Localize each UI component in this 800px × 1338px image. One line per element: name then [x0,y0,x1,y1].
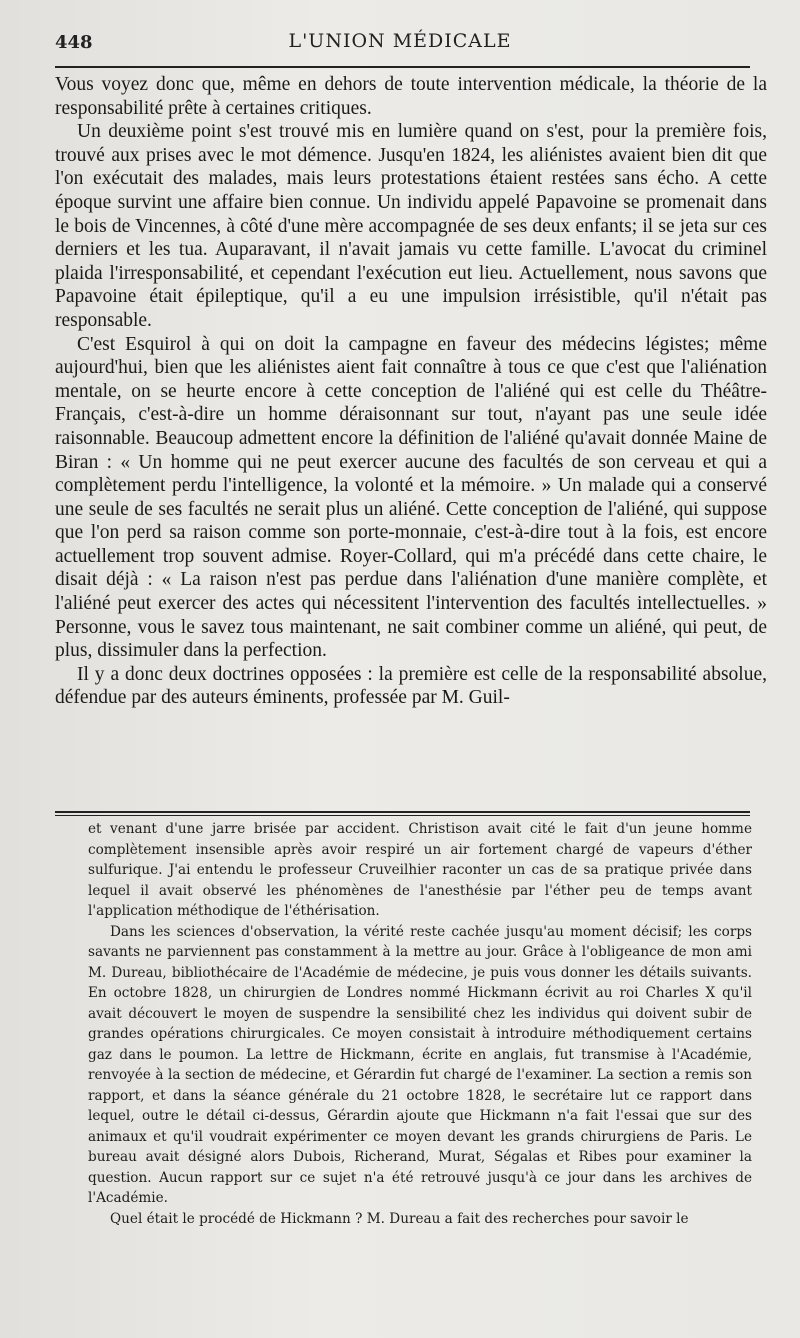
footnote-paragraph-3: Quel était le procédé de Hickmann ? M. Dureau a fait des recherches pour savoir le [110,1210,689,1227]
main-paragraph-2: Un deuxième point s'est trouvé mis en lumière quand on s'est, pour la première fois, trouvé aux prises avec le mot démence. Jusqu'en 1824, les aliénistes avaient bien dit que l'on exécutait des malades, mais leurs protestations étaient restées sans écho. A cette époque survint une affaire bien connue. Un individu appelé Papavoine se promenait dans le bois de Vincennes, à côté d'une mère accompagnée de ses deux enfants; il se jeta sur ces derniers et les tua. Auparavant, il n'avait jamais vu cette famille. L'avocat du criminel plaida l'irresponsabilité, et cependant l'exécution eut lieu. Actuellement, nous savons que Papavoine était épileptique, qu'il a eu une impulsion irrésistible, qu'il n'était pas responsable. [55,121,767,331]
running-title: L'UNION MÉDICALE [288,30,512,52]
main-text [55,73,767,710]
page-number: 448 [55,32,93,53]
main-paragraph-1: Vous voyez donc que, même en dehors de toute intervention médicale, la théorie de la responsabilité prête à certaines critiques. [55,74,767,119]
header-rule [55,66,750,68]
main-paragraph-4: Il y a donc deux doctrines opposées : la première est celle de la responsabilité absolue, défendue par des auteurs éminents, professée par M. Guil- [55,663,767,709]
page-header [55,26,755,62]
main-paragraph-3: C'est Esquirol à qui on doit la campagne en faveur des médecins légistes; même aujourd'hui, bien que les aliénistes aient fait connaître à tous ce que c'est que l'aliénation mentale, on se heurte encore à cette conception de l'aliéné qui est celle du Théâtre-Français, c'est-à-dire un homme déraisonnant sur tout, n'ayant pas une seule idée raisonnable. Beaucoup admettent encore la définition de l'aliéné qu'avait donnée Maine de Biran : « Un homme qui ne peut exercer aucune des facultés de son cerveau et qui a complètement perdu l'intelligence, la volonté et la mémoire. » Un malade qui a conservé une seule de ses facultés ne serait plus un aliéné. Cette conception de l'aliéné, qui suppose que l'on perd sa raison comme son porte-monnaie, c'est-à-dire tout à la fois, est encore actuellement trop souvent admise. Royer-Collard, qui m'a précédé dans cette chaire, le disait déjà : « La raison n'est pas perdue dans l'aliénation d'une manière complète, et l'aliéné peut exercer des actes qui nécessitent l'intervention des facultés intellectuelles. » Personne, vous le savez tous maintenant, ne sait combiner comme un aliéné, qui peut, de plus, dissimuler dans la perfection. [55,333,767,662]
footnote-paragraph-1: et venant d'une jarre brisée par accident. Christison avait cité le fait d'un jeune homme complètement insensible après avoir respiré un air fortement chargé de vapeurs d'éther sulfurique. J'ai entendu le professeur Cruveilhier raconter un cas de sa pratique privée dans lequel il avait observé les phénomènes de l'anesthésie par l'éther peu de temps avant l'application méthodique de l'éthérisation. [88,821,752,919]
footnotes [88,819,752,1229]
footnote-rule [55,811,750,816]
footnote-paragraph-2: Dans les sciences d'observation, la vérité reste cachée jusqu'au moment décisif; les corps savants ne parviennent pas constamment à la mettre au jour. Grâce à l'obligeance de mon ami M. Dureau, bibliothécaire de l'Académie de médecine, je puis vous donner les détails suivants. En octobre 1828, un chirurgien de Londres nommé Hickmann écrivit au roi Charles X qu'il avait découvert le moyen de suspendre la sensibilité chez les individus qui doivent subir de grandes opérations chirurgicales. Ce moyen consistait à introduire méthodiquement certains gaz dans le poumon. La lettre de Hickmann, écrite en anglais, fut transmise à l'Académie, renvoyée à la section de médecine, et Gérardin fut chargé de l'examiner. La section a remis son rapport, et dans la séance générale du 21 octobre 1828, le secrétaire lut ce rapport dans lequel, outre le détail ci-dessus, Gérardin ajoute que Hickmann n'a fait l'essai que sur des animaux et qu'il voudrait expérimenter ce moyen devant les grands chirurgiens de Paris. Le bureau avait désigné alors Dubois, Richerand, Murat, Ségalas et Ribes pour examiner la question. Aucun rapport sur ce sujet n'a été retrouvé jusqu'à ce jour dans les archives de l'Académie. [88,923,752,1206]
